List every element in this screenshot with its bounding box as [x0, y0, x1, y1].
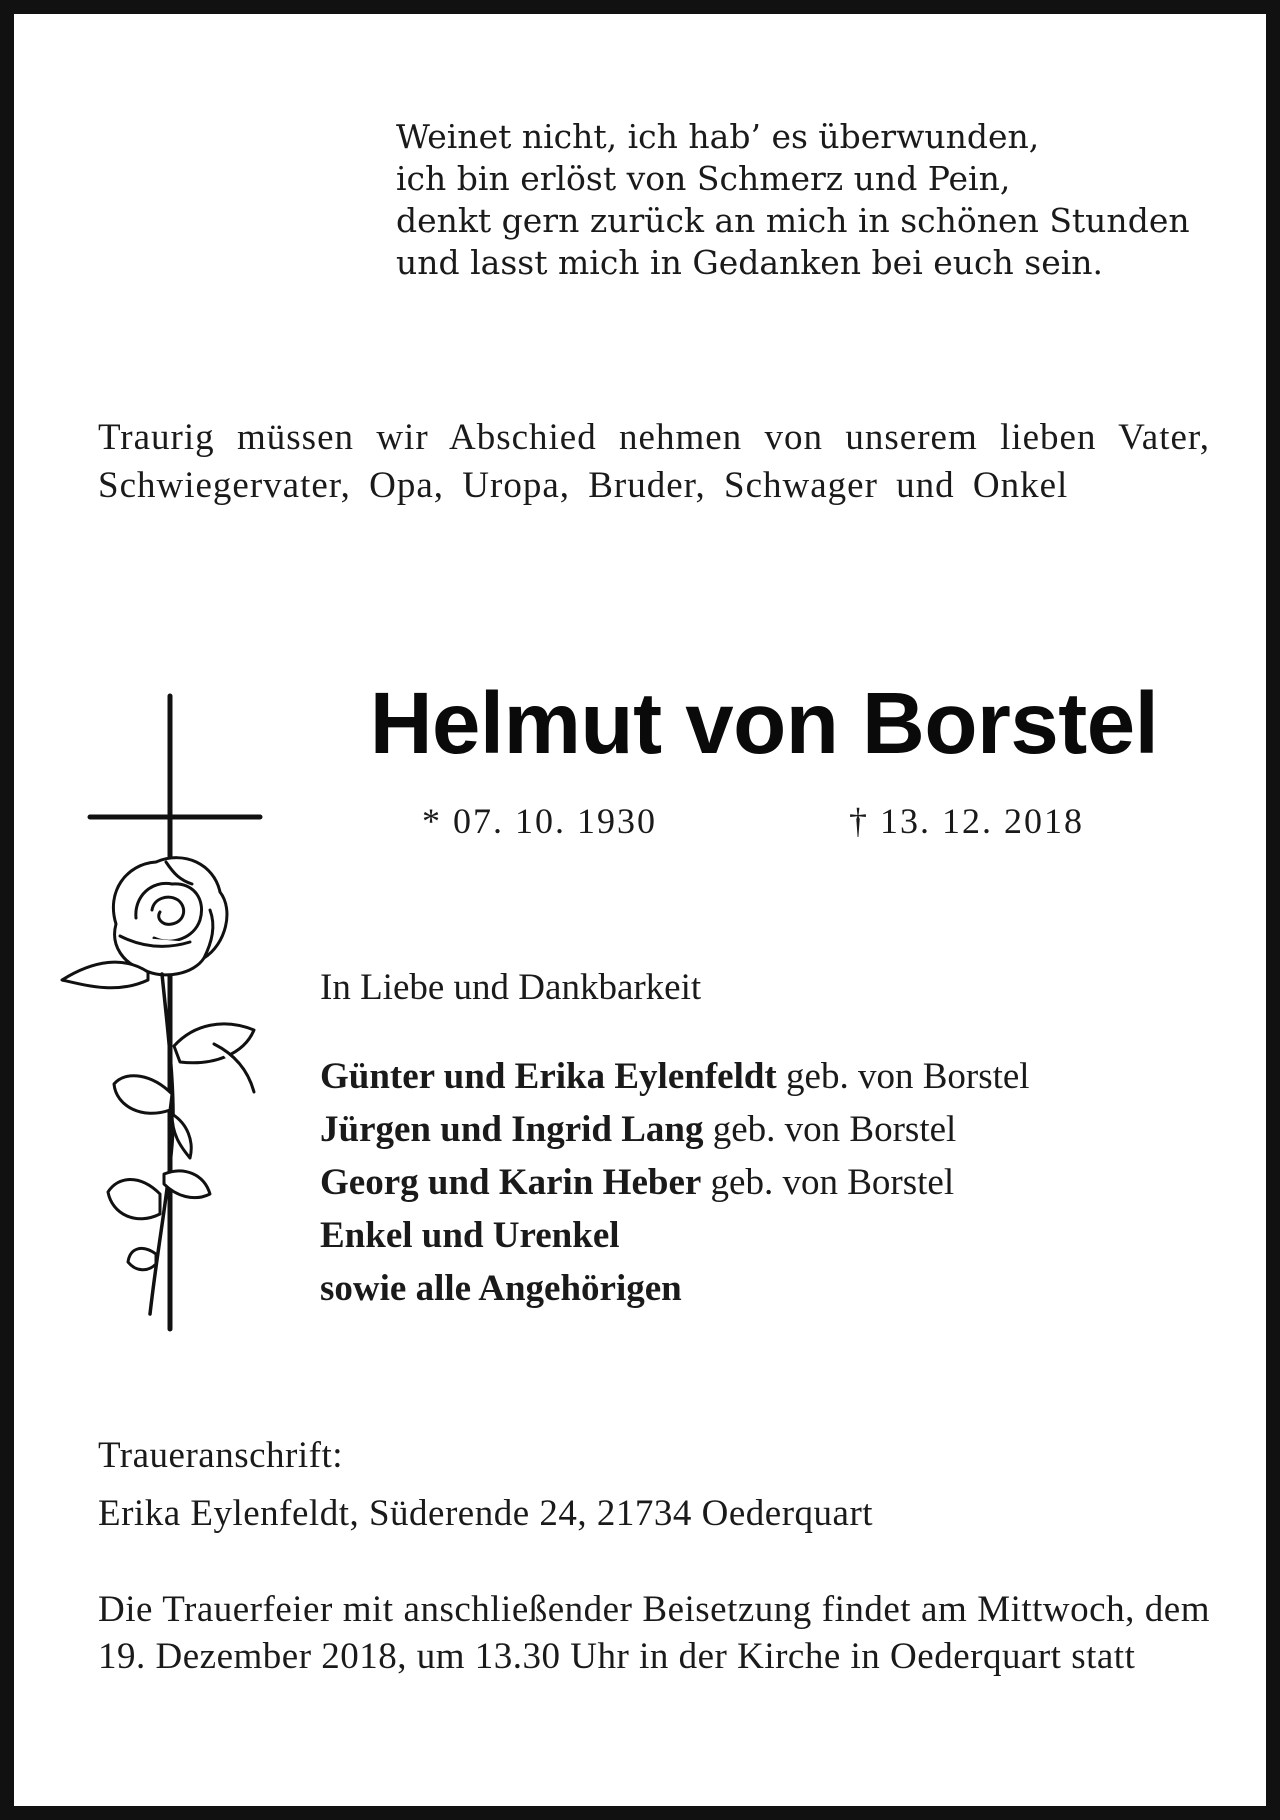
mourner-note: geb. von Borstel [712, 1109, 957, 1150]
dedication-text: In Liebe und Dankbarkeit [320, 967, 702, 1008]
birth-date: * 07. 10. 1930 [422, 801, 657, 841]
poem [396, 116, 1246, 284]
mourner-names: Günter und Erika Eylenfeldt [320, 1056, 777, 1097]
intro-text: Traurig müssen wir Abschied nehmen von unserem lieben Vater, Schwiegervater, Opa, Uropa, Bruder, Schwager und Onkel [98, 417, 1210, 506]
mourner-names: Enkel und Urenkel [320, 1215, 620, 1256]
mourners-list [320, 1050, 1220, 1315]
poem-line: und lasst mich in Gedanken bei euch sein. [396, 243, 1104, 282]
service-info: Die Trauerfeier mit anschließender Beisetzung findet am Mittwoch, dem 19. Dezember 2018, um 13.30 Uhr in der Kirche in Oederquart statt [98, 1589, 1210, 1677]
mourner-row [320, 1156, 1220, 1209]
address-label: Traueranschrift: [98, 1435, 344, 1476]
mourner-note: geb. von Borstel [786, 1056, 1030, 1097]
mourner-names: Georg und Karin Heber [320, 1162, 702, 1203]
mourner-row [320, 1262, 1220, 1315]
address-text: Erika Eylenfeldt, Süderende 24, 21734 Oederquart [98, 1493, 874, 1534]
poem-line: ich bin erlöst von Schmerz und Pein, [396, 159, 1011, 198]
cross-with-rose-icon [44, 674, 284, 1354]
deceased-name: Helmut von Borstel [369, 675, 1159, 772]
poem-line: Weinet nicht, ich hab’ es überwunden, [396, 117, 1040, 156]
poem-line: denkt gern zurück an mich in schönen Stunden [396, 201, 1190, 240]
mourner-row [320, 1050, 1220, 1103]
death-date: † 13. 12. 2018 [849, 801, 1084, 841]
mourner-names: sowie alle Angehörigen [320, 1268, 682, 1309]
mourner-row [320, 1209, 1220, 1262]
mourner-note: geb. von Borstel [710, 1162, 955, 1203]
mourner-row [320, 1103, 1220, 1156]
mourner-names: Jürgen und Ingrid Lang [320, 1109, 704, 1150]
